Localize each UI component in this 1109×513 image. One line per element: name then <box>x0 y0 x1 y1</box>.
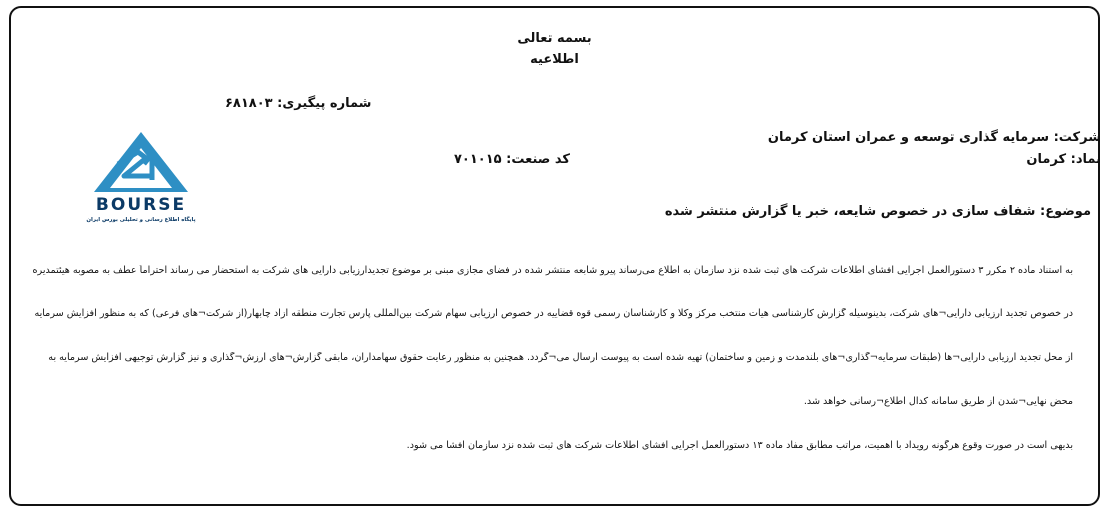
industry-code <box>454 152 570 167</box>
symbol-label: نماد: <box>1070 152 1101 167</box>
logo-tagline: پایگاه اطلاع رسانی و تحلیلی بورس ایران <box>86 217 196 223</box>
tracking-number <box>225 96 371 111</box>
symbol-value: کرمان <box>1026 152 1067 167</box>
subject-label: موضوع: <box>1040 204 1091 219</box>
bourse-logo-mark-icon <box>66 124 216 228</box>
company-line <box>768 130 1101 145</box>
logo-brand: BOURSE <box>95 195 187 215</box>
bourse-logo <box>66 124 216 228</box>
header-subtitle: اطلاعیه <box>530 52 579 67</box>
company-label: شرکت: <box>1053 130 1101 145</box>
tracking-label: شماره پیگیری: <box>277 96 372 111</box>
subject-text: شفاف سازی در خصوص شایعه، خبر یا گزارش منتشر شده <box>664 204 1036 219</box>
body-line-1: به استناد ماده ۲ مکرر ۳ دستورالعمل اجرایی افشای اطلاعات شرکت های ثبت شده نزد سازمان به اطلاع می‌رساند پیرو شابعه منتشر شده در فضای مجازی مبنی بر موضوع تجدیدارزیابی دارایی های شرکت به استحضار می رساند احتراماً عطف به مصوبه هیئتمدیره <box>32 265 1073 276</box>
header-title: بسمه تعالی <box>517 31 592 46</box>
symbol-line <box>1026 152 1101 167</box>
body-line-5: بدیهی است در صورت وقوع هرگونه رویداد با اهمیت، مراتب مطابق مفاد ماده ۱۳ دستورالعمل اجرایی افشای اطلاعات شرکت های ثبت شده نزد سازمان افشا می شود. <box>406 440 1073 451</box>
company-name: سرمایه گذاری توسعه و عمران استان کرمان <box>767 130 1050 145</box>
tracking-value: ۶۸۱۸۰۳ <box>225 96 273 111</box>
subject-line <box>665 204 1091 219</box>
body-line-3: از محل تجدید ارزیابی دارایی¬ها (طبقات سرمایه¬گذاری¬های بلندمدت و زمین و ساختمان) تهیه شده است به پیوست ارسال می¬گردد. همچنین به منظور رعایت حقوق سهامداران، مابقی گزارش¬های ارزش¬گذاری و نیز گزارش توجیهی افزایش سرمایه به <box>48 352 1073 363</box>
body-line-4: محض نهایی¬شدن از طریق سامانه کدال اطلاع¬رسانی خواهد شد. <box>803 396 1073 407</box>
announcement-frame <box>9 6 1100 506</box>
industry-value: ۷۰۱۰۱۵ <box>454 152 502 167</box>
body-line-2: در خصوص تجدید ارزیابی دارایی¬های شرکت، بدینوسیله گزارش کارشناسی هیات منتخب مرکز وکلا و کارشناسان رسمی قوه قضاییه در خصوص ارزیابی سهام شرکت بین‌المللی پارس تجارت منطقه آزاد چابهار(از شرکت¬های فرعی) که به منظور افزایش سرمایه <box>34 308 1073 319</box>
industry-label: کد صنعت: <box>506 152 570 167</box>
